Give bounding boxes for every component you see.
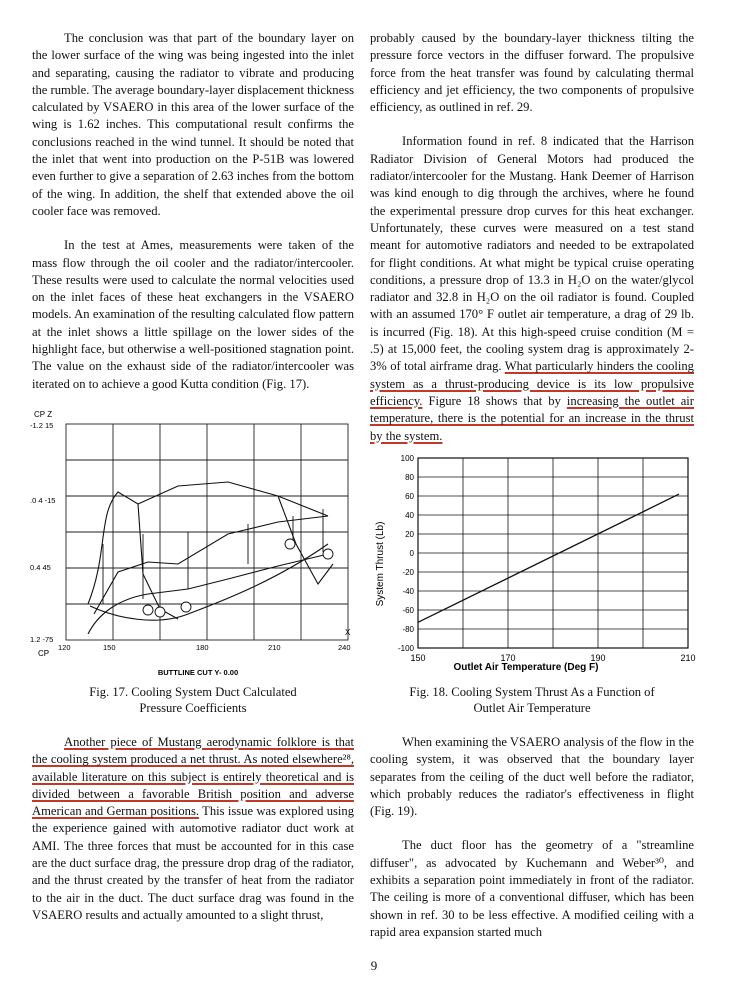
fig17-x-tick: 240 [338,643,351,652]
highlighted-text: Another piece of Mustang aerodynamic folklore is that the cooling system produced a net thrust. As noted elsewhere²⁸, available literature on this subject is entirely theoretical and is divided between a favorable British position and adverse American and German positions. [32,735,354,819]
paragraph: The conclusion was that part of the boundary layer on the lower surface of the wing was being ingested into the inlet and separating, causing the radiator to vibrate and producing the rumble. The average boundary-layer displacement thickness calculated by VSAERO in this area of the lower surface of the wing is 1.62 inches. This computational result confirms the conclusions reached in the wind tunnel. It should be noted that the inlet that went into production on the P-51B was lowered even further to give a separation of 2.63 inches from the bottom of the wing. In addition, the shelf that extended above the oil cooler face was removed. [32,31,354,218]
fig17-x-end-label: X [345,628,351,637]
y-tick-label: -100 [397,644,414,653]
fig17-caption-line: Fig. 17. Cooling System Duct Calculated [89,685,297,699]
paragraph: probably caused by the boundary-layer thickness tilting the pressure force vectors in the diffuser forward. The propulsive force from the heat transfer was found by calculating thermal efficiency and jet efficiency, the two components of propulsive efficiency, as outlined in ref. 29. [370,31,694,115]
fig18-chart [368,452,698,676]
paragraph: The duct floor has the geometry of a "streamline diffuser", as advocated by Kuchemann and Weber³⁰, and exhibits a separation point immediately in front of the radiator. The ceiling is more of a conventional diffuser, which has been shown in ref. 30 to be less effective. A modified ceiling with a rapid area expansion started much [370,838,694,939]
right-column-top [370,30,694,445]
y-tick-label: -40 [402,587,414,596]
fig17-grid [66,424,348,640]
paragraph [370,133,694,444]
fig17-cp-label: CP [38,649,50,658]
x-tick-label: 150 [410,653,426,663]
x-tick-label: 210 [680,653,696,663]
fig17-x-tick: 150 [103,643,116,652]
fig17-duct-contours [88,482,333,634]
fig18-caption-line: Fig. 18. Cooling System Thrust As a Function of [409,685,655,699]
paragraph-text: This issue was explored using the experience gained with automotive radiator duct work at AMI. The three forces that must be accounted for in this case are the duct surface drag, the pressure drop drag of the radiator, and the thrust created by the transfer of heat from the radiator to the air in the duct. The duct surface drag was found in the VSAERO results and actually amounted to a slight thrust, [32,804,354,922]
paragraph: When examining the VSAERO analysis of the flow in the cooling system, it was observed that the boundary layer separates from the ceiling of the duct well before the radiator, which probably reduces the radiator's effectiveness in flight (Fig. 19). [370,735,694,819]
y-tick-label: 20 [405,530,414,539]
fig17-caption [32,684,354,716]
fig17-pressure-vectors [103,509,323,604]
fig18-y-axis-label: System Thrust (Lb) [375,521,386,607]
x-tick-label: 190 [590,653,606,663]
fig17-x-tick: 210 [268,643,281,652]
fig17-caption-line: Pressure Coefficients [139,701,247,715]
paragraph-text: Figure 18 shows that by [422,393,567,408]
fig17-tick: -1.2 15 [30,421,54,430]
y-tick-label: -60 [402,606,414,615]
fig17-tick: .0 4 -15 [30,496,56,505]
y-tick-label: 60 [405,492,414,501]
x-tick-label: 170 [500,653,516,663]
fig18-x-axis-label: Outlet Air Temperature (Deg F) [453,662,599,673]
y-tick-label: -80 [402,625,414,634]
fig17-markers [143,539,333,617]
right-column-bottom [370,734,694,941]
fig17-tick: 1.2 -75 [30,635,54,644]
fig18-caption [370,684,694,716]
y-tick-label: 0 [409,549,414,558]
fig17-x-tick: 180 [196,643,209,652]
y-tick-label: -20 [402,568,414,577]
fig17-tick: 0.4 45 [30,563,51,572]
highlighted-text: What particularly hinders the cooling system as a thrust-producing device is its low propulsive efficiency. [370,359,694,408]
highlighted-text: increasing the outlet air temperature, there is the potential for an increase in the thrust by the system. [370,393,695,443]
y-tick-label: 40 [405,511,414,520]
fig17-x-tick: 120 [58,643,71,652]
left-column-bottom [32,734,354,924]
fig17-figure [28,404,360,676]
paragraph-text: Information found in ref. 8 indicated that the Harrison Radiator Division of General Motors had produced the radiator/intercooler for the Mustang. Hank Deemer of Harrison was kind enough to dig through the archives, where he found the experimental pressure drop curves for this heat exchanger. Unfortunately, these curves were measured on a test stand meant for automotive radiators and needed to be extrapolated for flight conditions. At what might be typical cruise operating conditions, a pressure drop of 13.3 in H₂O on the water/glycol radiator and 32.8 in H₂O on the oil radiator is found. Coupled with an assumed 170° F outlet air temperature, a drag of 29 lb. is incurred (Fig. 18). At this high-speed cruise condition (M = .5) at 15,000 feet, the cooling system drag is approximately 2-3% of total airframe drag. [370,134,694,374]
paragraph [32,734,354,924]
page-number: 9 [370,958,378,973]
fig17-cp-label: CP Z [34,410,53,419]
fig17-x-axis-label: BUTTLINE CUT Y- 0.00 [157,668,239,676]
y-tick-label: 80 [405,473,414,482]
series-line [418,494,679,622]
fig18-caption-line: Outlet Air Temperature [473,701,591,715]
paragraph: In the test at Ames, measurements were taken of the mass flow through the oil cooler and the radiator/intercooler. These results were used to calculate the normal velocities used on the inlet faces of these heat exchangers in the VSAERO models. An examination of the resulting calculated flow pattern at the inlet shows a little spillage on the lower sides of the highlight face, but otherwise a well-positioned stagnation point. The value on the exhaust side of the radiator/intercooler was iterated on to achieve a good Kutta condition (Fig. 17). [32,238,354,391]
y-tick-label: 100 [400,454,414,463]
left-column-top [32,30,354,393]
